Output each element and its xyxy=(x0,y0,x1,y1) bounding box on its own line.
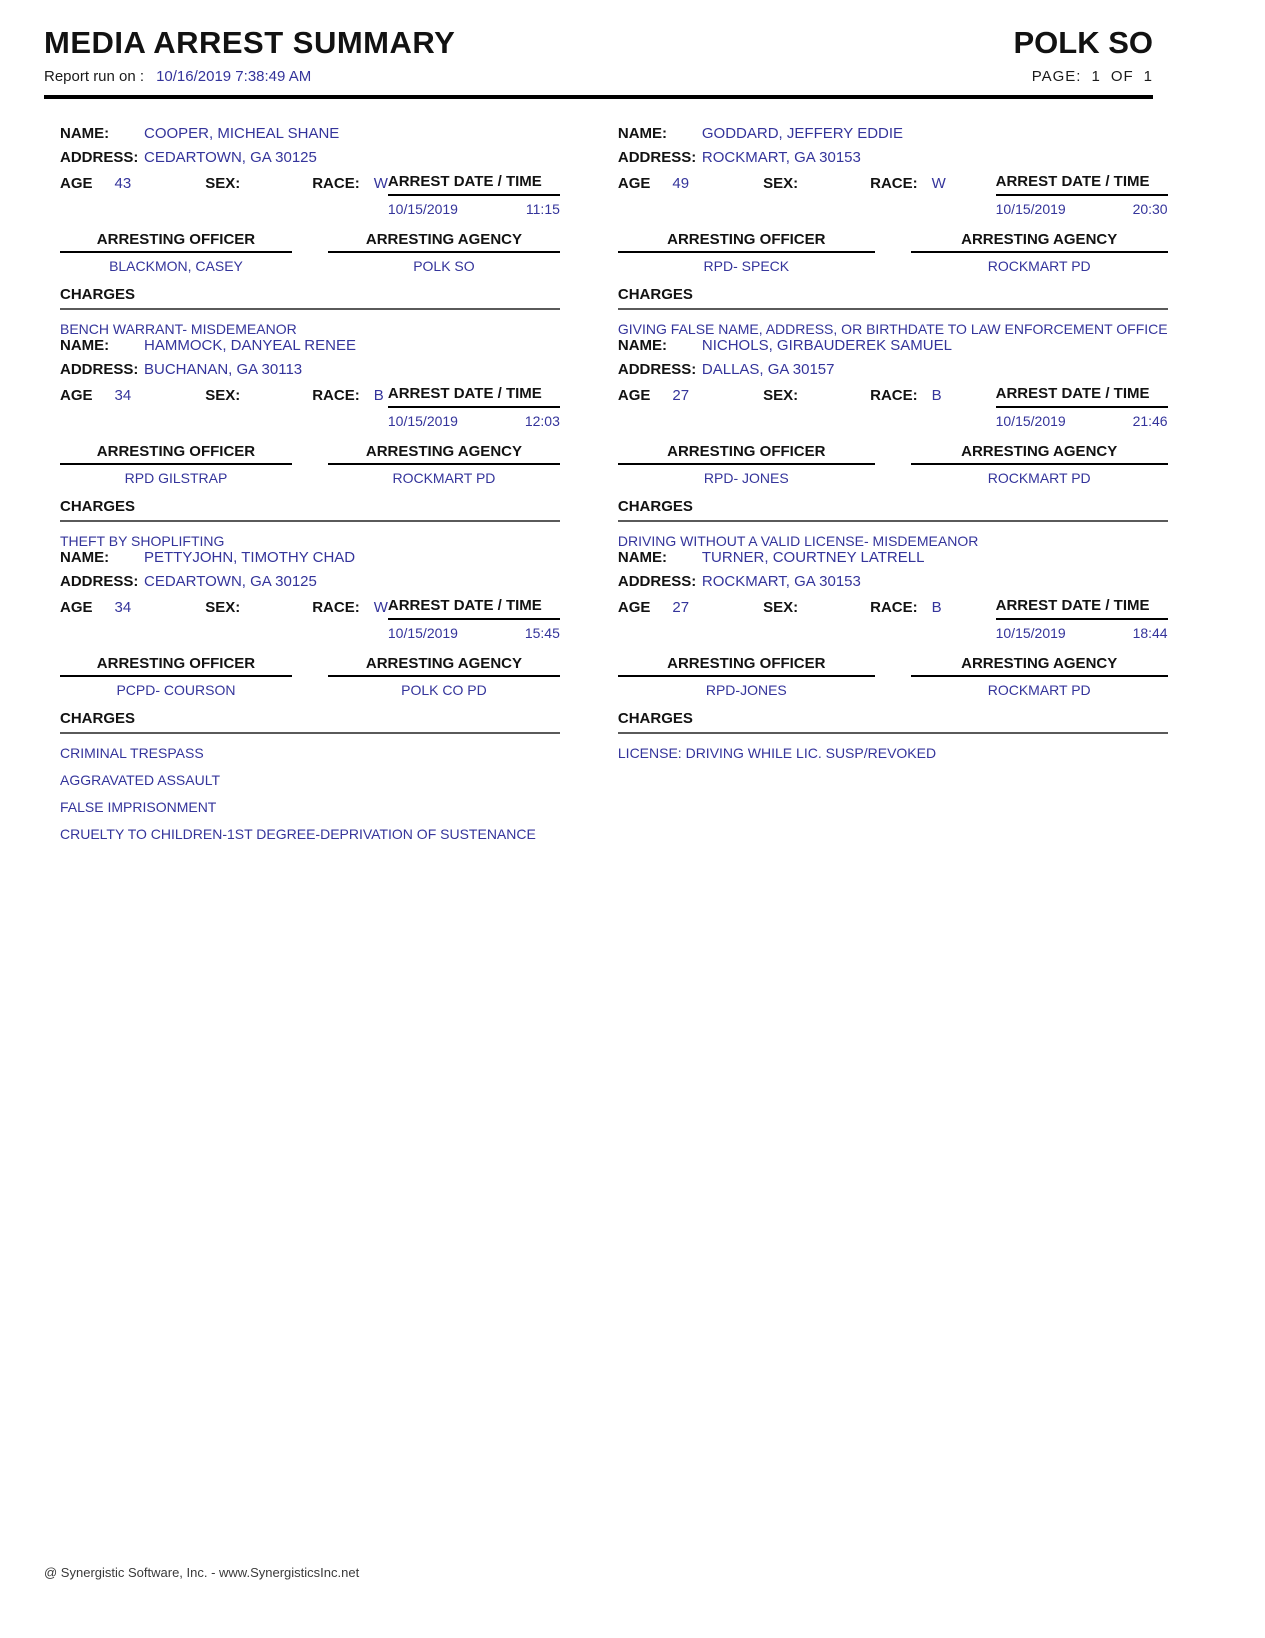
arrest-date: 10/15/2019 xyxy=(387,625,458,641)
arrest-datetime-block xyxy=(388,385,560,429)
race-value: W xyxy=(373,599,388,616)
arrest-date: 10/15/2019 xyxy=(995,413,1066,429)
arrestee-name: HAMMOCK, DANYEAL RENEE xyxy=(144,337,356,354)
charges-label: CHARGES xyxy=(618,710,1168,734)
address-label: ADDRESS: xyxy=(60,573,139,590)
page-title: MEDIA ARREST SUMMARY xyxy=(44,25,456,60)
arrest-datetime-block xyxy=(388,597,560,641)
arrestee-address: DALLAS, GA 30157 xyxy=(701,361,835,378)
charge-item: CRUELTY TO CHILDREN-1ST DEGREE-DEPRIVATION OF SUSTENANCE xyxy=(60,826,536,842)
arrestee-address: BUCHANAN, GA 30113 xyxy=(144,361,303,378)
arresting-agency-label: ARRESTING AGENCY xyxy=(328,231,560,253)
charge-item: BENCH WARRANT- MISDEMEANOR xyxy=(60,321,297,337)
sex-label: SEX: xyxy=(763,387,799,404)
arrestee-address: ROCKMART, GA 30153 xyxy=(701,149,861,166)
arresting-officer-label: ARRESTING OFFICER xyxy=(618,231,875,253)
report-subheader xyxy=(44,68,1153,85)
sex-label: SEX: xyxy=(205,387,241,404)
arrest-record xyxy=(618,125,1168,337)
charges-label: CHARGES xyxy=(60,286,560,310)
age-value: 34 xyxy=(114,387,132,404)
arresting-officer-value: RPD GILSTRAP xyxy=(124,470,228,486)
header-divider xyxy=(44,95,1153,99)
arresting-agency-label: ARRESTING AGENCY xyxy=(328,655,560,677)
arrest-time: 18:44 xyxy=(1132,625,1168,641)
sex-label: SEX: xyxy=(763,175,799,192)
arrest-time: 11:15 xyxy=(525,201,560,217)
arrest-datetime-block xyxy=(996,597,1168,641)
report-run-line xyxy=(44,68,311,85)
arresting-agency-label: ARRESTING AGENCY xyxy=(911,443,1168,465)
arrest-record xyxy=(618,337,1168,549)
charges-list xyxy=(60,321,560,337)
arresting-officer-label: ARRESTING OFFICER xyxy=(60,231,292,253)
arrest-date: 10/15/2019 xyxy=(387,413,458,429)
race-label: RACE: xyxy=(312,175,360,192)
race-value: B xyxy=(931,599,942,616)
page-total: 1 xyxy=(1143,68,1153,85)
arrest-record xyxy=(60,549,560,842)
charge-item: CRIMINAL TRESPASS xyxy=(60,745,204,761)
page-indicator xyxy=(1022,68,1153,85)
age-value: 27 xyxy=(672,387,690,404)
arresting-officer-value: RPD-JONES xyxy=(705,682,787,698)
arrest-date: 10/15/2019 xyxy=(387,201,458,217)
arrest-time: 21:46 xyxy=(1132,413,1168,429)
arresting-agency-value: POLK SO xyxy=(413,258,475,274)
arresting-agency-value: ROCKMART PD xyxy=(987,258,1091,274)
arresting-agency-label: ARRESTING AGENCY xyxy=(911,231,1168,253)
charge-item: LICENSE: DRIVING WHILE LIC. SUSP/REVOKED xyxy=(617,745,937,761)
name-label: NAME: xyxy=(617,337,668,354)
arrest-date: 10/15/2019 xyxy=(995,625,1066,641)
race-label: RACE: xyxy=(870,599,918,616)
report-header xyxy=(44,24,1153,62)
race-label: RACE: xyxy=(870,175,918,192)
address-label: ADDRESS: xyxy=(617,149,697,166)
race-value: W xyxy=(373,175,388,192)
age-label: AGE xyxy=(60,387,93,404)
address-label: ADDRESS: xyxy=(60,149,139,166)
charges-label: CHARGES xyxy=(618,498,1168,522)
arresting-officer-label: ARRESTING OFFICER xyxy=(60,655,292,677)
agency-title: POLK SO xyxy=(1013,25,1153,60)
charges-list xyxy=(618,533,1168,549)
name-label: NAME: xyxy=(60,549,110,566)
arrest-time: 20:30 xyxy=(1132,201,1168,217)
arresting-agency-value: ROCKMART PD xyxy=(987,470,1091,486)
arrest-datetime-label: ARREST DATE / TIME xyxy=(996,385,1168,408)
arresting-officer-label: ARRESTING OFFICER xyxy=(618,655,875,677)
arrest-datetime-block xyxy=(996,385,1168,429)
race-value: W xyxy=(931,175,946,192)
arrest-record xyxy=(60,337,560,549)
arrestee-name: PETTYJOHN, TIMOTHY CHAD xyxy=(144,549,356,566)
sex-label: SEX: xyxy=(205,599,241,616)
arrest-datetime-label: ARREST DATE / TIME xyxy=(996,597,1168,620)
arrest-time: 15:45 xyxy=(524,625,560,641)
arresting-officer-label: ARRESTING OFFICER xyxy=(60,443,292,465)
of-label: OF xyxy=(1110,68,1134,85)
arrest-datetime-label: ARREST DATE / TIME xyxy=(388,173,560,196)
report-run-value: 10/16/2019 7:38:49 AM xyxy=(156,68,312,85)
arrestee-address: CEDARTOWN, GA 30125 xyxy=(144,573,317,590)
age-value: 49 xyxy=(672,175,690,192)
arrestee-address: CEDARTOWN, GA 30125 xyxy=(144,149,317,166)
name-label: NAME: xyxy=(60,125,110,142)
arresting-officer-value: BLACKMON, CASEY xyxy=(109,258,243,274)
footer-credit: @ Synergistic Software, Inc. - www.SynergisticsInc.net xyxy=(44,1565,360,1580)
race-label: RACE: xyxy=(312,387,360,404)
arresting-agency-value: ROCKMART PD xyxy=(987,682,1091,698)
sex-label: SEX: xyxy=(205,175,241,192)
address-label: ADDRESS: xyxy=(617,573,697,590)
charges-list xyxy=(60,533,560,549)
arrest-datetime-label: ARREST DATE / TIME xyxy=(996,173,1168,196)
charge-item: DRIVING WITHOUT A VALID LICENSE- MISDEMEANOR xyxy=(617,533,979,549)
charges-list xyxy=(618,321,1168,337)
age-label: AGE xyxy=(617,387,651,404)
page-label: PAGE: xyxy=(1031,68,1082,85)
age-label: AGE xyxy=(60,599,93,616)
report-run-label: Report run on : xyxy=(44,68,145,85)
arresting-officer-value: RPD- SPECK xyxy=(703,258,790,274)
charges-label: CHARGES xyxy=(60,498,560,522)
charges-label: CHARGES xyxy=(60,710,560,734)
arrest-datetime-block xyxy=(996,173,1168,217)
name-label: NAME: xyxy=(617,549,668,566)
age-value: 34 xyxy=(114,599,132,616)
arrest-datetime-label: ARREST DATE / TIME xyxy=(388,597,560,620)
sex-label: SEX: xyxy=(763,599,799,616)
charges-label: CHARGES xyxy=(618,286,1168,310)
name-label: NAME: xyxy=(617,125,668,142)
race-value: B xyxy=(373,387,384,404)
race-label: RACE: xyxy=(870,387,918,404)
address-label: ADDRESS: xyxy=(60,361,139,378)
charge-item: GIVING FALSE NAME, ADDRESS, OR BIRTHDATE TO LAW ENFORCEMENT OFFICE xyxy=(617,321,1168,337)
charge-item: AGGRAVATED ASSAULT xyxy=(60,772,221,788)
arrestee-name: GODDARD, JEFFERY EDDIE xyxy=(701,125,904,142)
age-label: AGE xyxy=(617,175,651,192)
arrestee-address: ROCKMART, GA 30153 xyxy=(701,573,861,590)
name-label: NAME: xyxy=(60,337,110,354)
arresting-officer-value: PCPD- COURSON xyxy=(116,682,236,698)
arrest-record xyxy=(60,125,560,337)
page-number: 1 xyxy=(1091,68,1101,85)
arresting-agency-value: POLK CO PD xyxy=(401,682,487,698)
arresting-agency-label: ARRESTING AGENCY xyxy=(911,655,1168,677)
arrest-datetime-block xyxy=(388,173,560,217)
age-value: 27 xyxy=(672,599,690,616)
arrestee-name: NICHOLS, GIRBAUDEREK SAMUEL xyxy=(701,337,952,354)
age-label: AGE xyxy=(617,599,651,616)
arrestee-name: TURNER, COURTNEY LATRELL xyxy=(701,549,925,566)
records-grid xyxy=(60,125,1168,842)
arresting-officer-value: RPD- JONES xyxy=(703,470,789,486)
arrest-date: 10/15/2019 xyxy=(995,201,1066,217)
race-value: B xyxy=(931,387,942,404)
address-label: ADDRESS: xyxy=(617,361,697,378)
arresting-agency-value: ROCKMART PD xyxy=(392,470,496,486)
charge-item: FALSE IMPRISONMENT xyxy=(60,799,217,815)
charge-item: THEFT BY SHOPLIFTING xyxy=(60,533,225,549)
charges-list xyxy=(60,745,560,842)
arrest-time: 12:03 xyxy=(524,413,560,429)
arrestee-name: COOPER, MICHEAL SHANE xyxy=(144,125,340,142)
charges-list xyxy=(618,745,1168,761)
age-value: 43 xyxy=(114,175,132,192)
arrest-datetime-label: ARREST DATE / TIME xyxy=(388,385,560,408)
arresting-agency-label: ARRESTING AGENCY xyxy=(328,443,560,465)
race-label: RACE: xyxy=(312,599,360,616)
age-label: AGE xyxy=(60,175,93,192)
arresting-officer-label: ARRESTING OFFICER xyxy=(618,443,875,465)
arrest-record xyxy=(618,549,1168,842)
